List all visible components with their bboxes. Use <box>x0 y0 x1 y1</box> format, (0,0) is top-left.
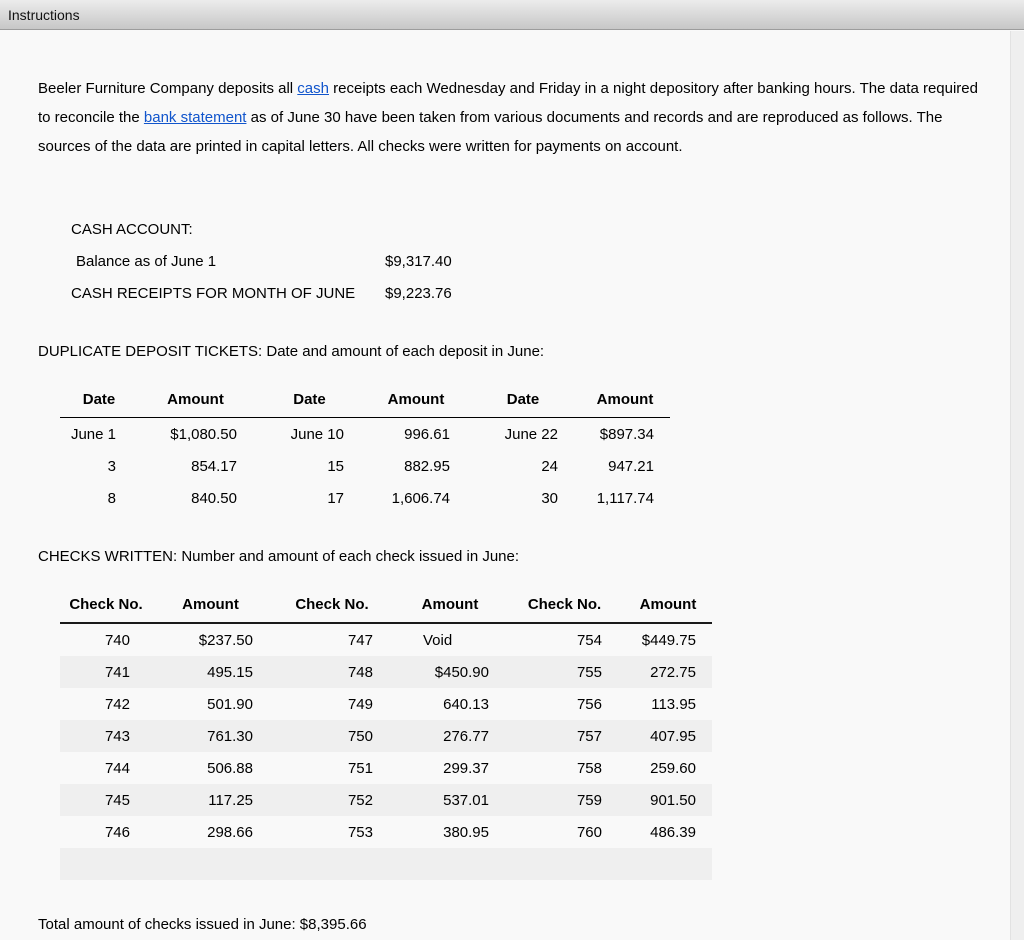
cash-account-row <box>71 245 986 277</box>
cash-balance-label: Balance as of June 1 <box>76 252 217 270</box>
table-cell: 1,117.74 <box>596 489 654 507</box>
table-row <box>60 418 670 451</box>
table-row <box>60 816 712 848</box>
column-header: Amount <box>580 385 670 418</box>
checks-total: Total amount of checks issued in June: $8,395.66 <box>38 916 367 933</box>
table-row <box>60 688 712 720</box>
table-cell: 840.50 <box>191 489 237 507</box>
column-header: Amount <box>152 590 269 623</box>
table-cell: 8 <box>107 489 116 507</box>
table-cell <box>505 848 624 880</box>
table-cell: 741 <box>104 663 130 681</box>
table-cell: 758 <box>576 759 602 777</box>
column-header: Amount <box>624 590 712 623</box>
table-cell: 753 <box>347 823 373 841</box>
table-cell: 746 <box>104 823 130 841</box>
cash-balance-amount: $9,317.40 <box>385 252 452 270</box>
table-cell: 743 <box>104 727 130 745</box>
table-cell: 640.13 <box>443 695 489 713</box>
intro-paragraph: Beeler Furniture Company deposits all cash receipts each Wednesday and Friday in a night depository after banking hours. The data required to reconcile the bank statement as of June 30 have been taken from various documents and records and are reproduced as follows. The sources of the data are printed in capital letters. All checks were written for payments on account. <box>38 80 978 155</box>
cash-account-section <box>71 213 986 309</box>
table-cell: 749 <box>347 695 373 713</box>
table-cell: 882.95 <box>404 457 450 475</box>
scrollbar-track[interactable] <box>1010 31 1024 940</box>
cash-receipts-label: CASH RECEIPTS FOR MONTH OF JUNE <box>71 284 356 302</box>
table-cell: $897.34 <box>599 425 654 443</box>
table-cell: 380.95 <box>443 823 489 841</box>
checks-table <box>60 590 712 880</box>
table-cell: 854.17 <box>191 457 237 475</box>
table-cell: 947.21 <box>608 457 654 475</box>
column-header: Date <box>60 385 138 418</box>
table-cell: $1,080.50 <box>170 425 237 443</box>
checks-heading: CHECKS WRITTEN: Number and amount of each check issued in June: <box>38 548 520 565</box>
table-cell: 752 <box>347 791 373 809</box>
table-cell: 3 <box>107 457 116 475</box>
table-cell <box>60 848 152 880</box>
table-cell: 407.95 <box>650 727 696 745</box>
deposits-table <box>60 385 670 514</box>
table-row <box>60 720 712 752</box>
deposits-heading: DUPLICATE DEPOSIT TICKETS: Date and amount of each deposit in June: <box>38 343 545 360</box>
table-cell: 486.39 <box>650 823 696 841</box>
table-row <box>60 450 670 482</box>
table-cell: 272.75 <box>650 663 696 681</box>
cash-account-row <box>71 277 986 309</box>
bank-statement-link[interactable]: bank statement <box>143 109 247 126</box>
table-cell: 755 <box>576 663 602 681</box>
table-cell: Void <box>423 631 453 649</box>
table-cell: 113.95 <box>651 695 696 713</box>
instructions-content <box>0 74 1024 936</box>
table-cell: $237.50 <box>198 631 253 649</box>
table-cell: 117.25 <box>208 791 253 809</box>
table-cell: 756 <box>576 695 602 713</box>
column-header: Date <box>466 385 580 418</box>
table-row <box>60 784 712 816</box>
table-cell: 757 <box>576 727 602 745</box>
cash-account-title: CASH ACCOUNT: <box>71 220 193 238</box>
table-cell: 259.60 <box>650 759 696 777</box>
column-header: Date <box>253 385 366 418</box>
table-cell: 495.15 <box>207 663 253 681</box>
checks-table-body <box>60 623 712 880</box>
table-cell: 751 <box>347 759 373 777</box>
table-cell: 901.50 <box>650 791 696 809</box>
table-cell <box>624 848 712 880</box>
table-cell: 750 <box>347 727 373 745</box>
column-header: Amount <box>366 385 466 418</box>
table-cell: 761.30 <box>207 727 253 745</box>
instructions-tab-bar <box>0 0 1024 30</box>
table-cell: 24 <box>541 457 558 475</box>
table-cell: 745 <box>104 791 130 809</box>
column-header: Amount <box>138 385 253 418</box>
table-cell: $449.75 <box>641 631 696 649</box>
table-row <box>60 482 670 514</box>
deposits-header-row <box>60 385 670 418</box>
table-cell: 742 <box>104 695 130 713</box>
table-cell: 506.88 <box>207 759 253 777</box>
table-cell: 747 <box>347 631 373 649</box>
column-header: Check No. <box>505 590 624 623</box>
table-cell: 276.77 <box>443 727 489 745</box>
table-cell: 299.37 <box>443 759 489 777</box>
table-cell: 298.66 <box>207 823 253 841</box>
table-cell: 748 <box>347 663 373 681</box>
table-cell: June 22 <box>504 425 558 443</box>
table-cell: 17 <box>327 489 344 507</box>
table-cell: 744 <box>104 759 130 777</box>
table-cell: 740 <box>104 631 130 649</box>
table-cell: 760 <box>576 823 602 841</box>
table-row <box>60 656 712 688</box>
deposits-table-body <box>60 418 670 515</box>
cash-receipts-amount: $9,223.76 <box>385 284 452 302</box>
table-cell: 30 <box>541 489 558 507</box>
table-cell: 754 <box>576 631 602 649</box>
table-row <box>60 623 712 656</box>
table-row <box>60 752 712 784</box>
table-cell <box>395 848 505 880</box>
column-header: Check No. <box>269 590 395 623</box>
table-cell <box>152 848 269 880</box>
table-cell: 15 <box>327 457 344 475</box>
cash-link[interactable]: cash <box>297 80 329 97</box>
table-cell: 1,606.74 <box>391 489 450 507</box>
table-cell <box>269 848 395 880</box>
table-cell: 996.61 <box>404 425 450 443</box>
column-header: Amount <box>395 590 505 623</box>
column-header: Check No. <box>60 590 152 623</box>
table-cell: 537.01 <box>443 791 489 809</box>
table-cell: June 1 <box>70 425 116 443</box>
checks-header-row <box>60 590 712 623</box>
table-cell: $450.90 <box>434 663 489 681</box>
table-cell: 501.90 <box>207 695 253 713</box>
table-cell: 759 <box>576 791 602 809</box>
table-row <box>60 848 712 880</box>
tab-instructions[interactable]: Instructions <box>8 6 80 23</box>
table-cell: June 10 <box>290 425 344 443</box>
